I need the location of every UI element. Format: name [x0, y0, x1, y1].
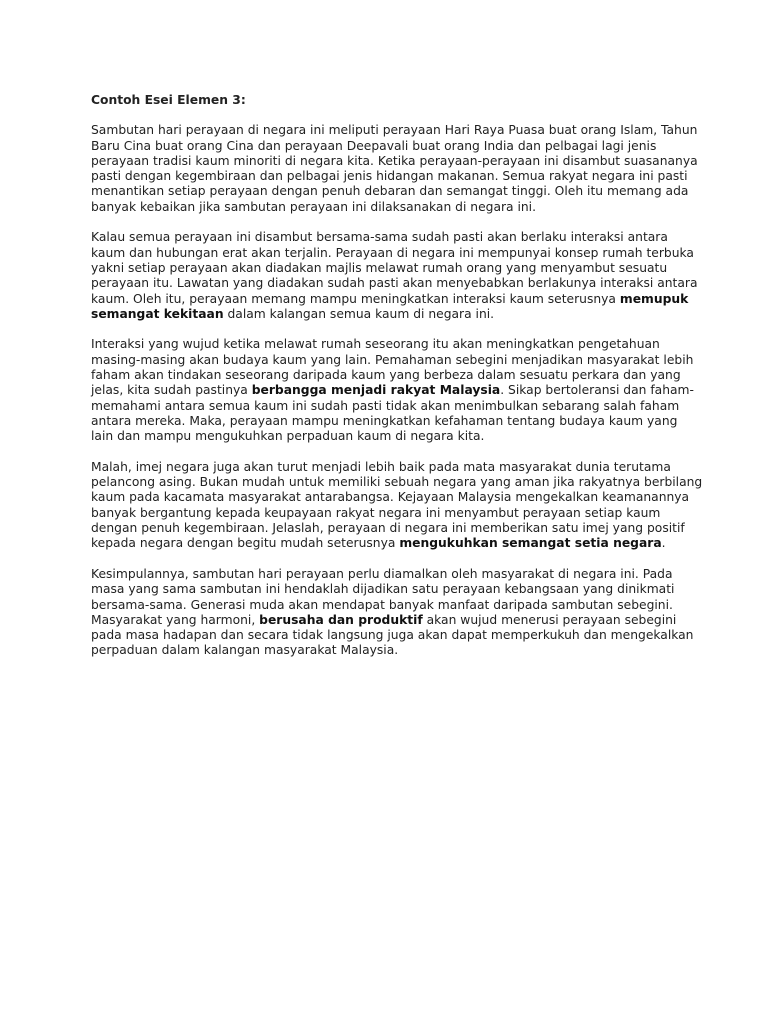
- text-run: kepada negara dengan begitu mudah seterusnya: [91, 536, 400, 551]
- text-run: lain dan mampu mengukuhkan perpaduan kaum di negara kita.: [91, 429, 485, 444]
- text-line: [91, 460, 717, 475]
- text-run: faham akan tindakan seseorang daripada kaum yang berbeza dalam sesuatu perkara dan yang: [91, 368, 681, 383]
- text-run: perayaan itu. Lawatan yang diadakan sudah pasti akan menyebabkan berlakunya interaksi antara: [91, 276, 698, 291]
- text-line: [91, 628, 717, 643]
- text-run: menantikan setiap perayaan dengan penuh debaran dan semangat tinggi. Oleh itu memang ada: [91, 184, 689, 199]
- text-line: [91, 246, 717, 261]
- text-run: antara mereka. Maka, perayaan mampu meningkatkan kefahaman tentang budaya kaum yang: [91, 413, 678, 428]
- text-line: [91, 230, 717, 245]
- text-run: perayaan tradisi kaum minoriti di negara kita. Ketika perayaan-perayaan ini disambut suasananya: [91, 153, 698, 168]
- text-line: [91, 567, 717, 582]
- text-line: [91, 261, 717, 276]
- text-line: [91, 292, 717, 307]
- text-run: Sambutan hari perayaan di negara ini meliputi perayaan Hari Raya Puasa buat orang Islam, Tahun: [91, 123, 698, 138]
- text-run: Baru Cina buat orang Cina dan perayaan Deepavali buat orang India dan pelbagai lagi jenis: [91, 138, 657, 153]
- text-run: kaum. Oleh itu, perayaan memang mampu meningkatkan interaksi kaum seterusnya: [91, 291, 620, 306]
- essay-paragraph: [91, 337, 717, 444]
- text-run: memahami antara semua kaum ini sudah pasti tidak akan menimbulkan sebarang salah faham: [91, 398, 680, 413]
- text-line: [91, 399, 717, 414]
- text-run: pada masa hadapan dan secara tidak langsung juga akan dapat memperkukuh dan mengekalkan: [91, 628, 694, 643]
- text-line: [91, 139, 717, 154]
- essay-paragraph: [91, 230, 717, 322]
- bold-phrase: mengukuhkan semangat setia negara: [399, 536, 662, 551]
- essay-paragraph: [91, 123, 717, 215]
- text-line: [91, 276, 717, 291]
- text-line: [91, 598, 717, 613]
- text-line: [91, 184, 717, 199]
- essay-paragraphs: [91, 123, 717, 658]
- text-run: kaum pada kacamata masyarakat antarabangsa. Kejayaan Malaysia mengekalkan keamanannya: [91, 490, 690, 505]
- text-line: [91, 353, 717, 368]
- text-line: [91, 506, 717, 521]
- text-line: [91, 536, 717, 551]
- text-run: akan wujud menerusi perayaan sebegini: [422, 612, 677, 627]
- bold-phrase: semangat kekitaan: [91, 306, 224, 321]
- text-line: [91, 200, 717, 215]
- text-run: dengan penuh kegembiraan. Jelaslah, perayaan di negara ini memberikan satu imej yang positif: [91, 521, 685, 536]
- text-run: pasti dengan kegembiraan dan pelbagai jenis hidangan makanan. Semua rakyat negara ini pasti: [91, 169, 688, 184]
- text-line: [91, 169, 717, 184]
- text-run: dalam kalangan semua kaum di negara ini.: [223, 306, 495, 321]
- text-run: Malah, imej negara juga akan turut menjadi lebih baik pada mata masyarakat dunia terutama: [91, 459, 671, 474]
- text-run: yakni setiap perayaan akan diadakan majlis melawat rumah orang yang menyambut sesuatu: [91, 260, 668, 275]
- text-line: [91, 613, 717, 628]
- text-run: kaum dan hubungan erat akan terjalin. Perayaan di negara ini mempunyai konsep rumah terbuka: [91, 245, 694, 260]
- text-line: [91, 337, 717, 352]
- text-run: jelas, kita sudah pastinya: [91, 383, 252, 398]
- text-line: [91, 368, 717, 383]
- text-line: [91, 475, 717, 490]
- text-run: . Sikap bertoleransi dan faham-: [500, 383, 694, 398]
- bold-phrase: berusaha dan produktif: [259, 612, 423, 627]
- essay-paragraph: [91, 460, 717, 552]
- text-run: bersama-sama. Generasi muda akan mendapat banyak manfaat daripada sambutan sebegini.: [91, 597, 673, 612]
- text-line: [91, 154, 717, 169]
- text-run: banyak kebaikan jika sambutan perayaan ini dilaksanakan di negara ini.: [91, 199, 537, 214]
- text-line: [91, 307, 717, 322]
- text-line: [91, 429, 717, 444]
- text-run: pelancong asing. Bukan mudah untuk memiliki sebuah negara yang aman jika rakyatnya berbilang: [91, 475, 703, 490]
- text-run: Interaksi yang wujud ketika melawat rumah seseorang itu akan meningkatkan pengetahuan: [91, 337, 660, 352]
- text-run: Masyarakat yang harmoni,: [91, 612, 260, 627]
- text-line: [91, 521, 717, 536]
- text-run: banyak bergantung kepada keupayaan rakyat negara ini menyambut perayaan setiap kaum: [91, 505, 661, 520]
- essay-title: Contoh Esei Elemen 3:: [91, 93, 246, 107]
- text-line: [91, 582, 717, 597]
- text-line: [91, 123, 717, 138]
- text-line: [91, 383, 717, 398]
- text-run: .: [661, 536, 666, 551]
- bold-phrase: memupuk: [619, 291, 689, 306]
- text-run: Kalau semua perayaan ini disambut bersama-sama sudah pasti akan berlaku interaksi antara: [91, 230, 668, 245]
- text-line: [91, 490, 717, 505]
- essay-body: [91, 93, 717, 674]
- text-run: masa yang sama sambutan ini hendaklah dijadikan satu perayaan kebangsaan yang dinikmati: [91, 582, 675, 597]
- text-run: masing-masing akan budaya kaum yang lain. Pemahaman sebegini menjadikan masyarakat lebih: [91, 352, 694, 367]
- essay-paragraph: [91, 567, 717, 659]
- text-line: [91, 414, 717, 429]
- text-run: perpaduan dalam kalangan masyarakat Malaysia.: [91, 643, 399, 658]
- bold-phrase: berbangga menjadi rakyat Malaysia: [251, 383, 501, 398]
- text-run: Kesimpulannya, sambutan hari perayaan perlu diamalkan oleh masyarakat di negara ini. Pada: [91, 566, 673, 581]
- text-line: [91, 643, 717, 658]
